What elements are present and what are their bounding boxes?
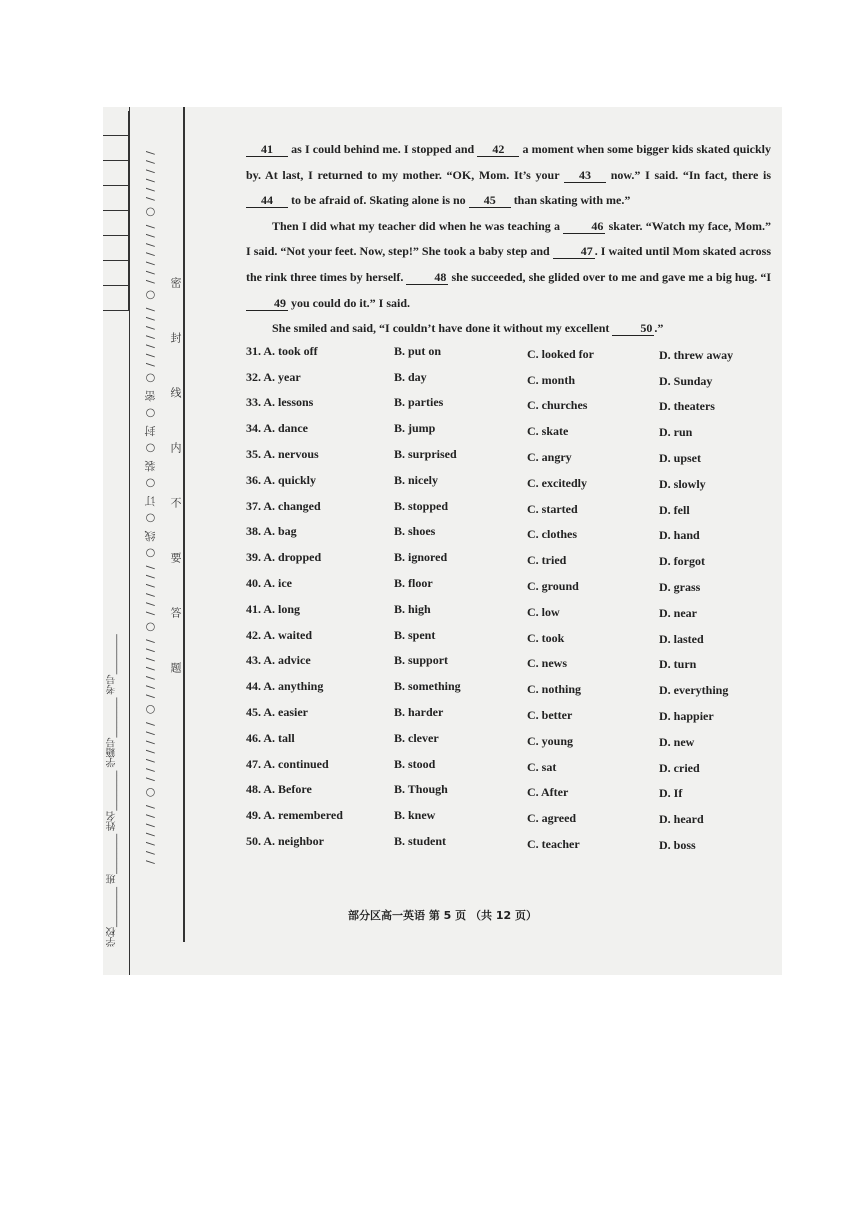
option-a: 50. A. neighbor [246,833,325,848]
option-a: 41. A. long [246,601,301,616]
option-c: C. sat [527,759,557,774]
scanned-exam-page [103,107,782,975]
option-c: C. excitedly [527,475,587,490]
option-a: 40. A. ice [246,575,292,590]
option-c: C. skate [527,424,569,439]
option-b: B. ignored [394,550,448,565]
blank-42: 42 [477,142,519,157]
option-c: C. started [527,501,578,516]
option-b: B. clever [394,730,439,745]
option-c: C. tried [527,553,567,568]
option-c: C. angry [527,449,572,464]
option-row [246,550,771,576]
option-row [246,757,771,783]
option-a: 38. A. bag [246,524,297,539]
option-d: D. Sunday [659,373,713,388]
option-d: D. If [659,786,683,801]
option-row [246,808,771,834]
seal-cut-line: / / / / / / / ○ / / / / / / / ○ / / / / / / / ○ / / / / / / ○ 线 ○ 订 ○ 装 ○ 封 ○ 密 ○ / / / / / / / ○ / / / / / / / ○ / / / / / / [144,150,157,864]
binding-margin [103,107,197,975]
option-d: D. near [659,605,697,620]
option-b: B. jump [394,421,436,436]
answer-options [246,344,771,860]
option-d: D. grass [659,579,701,594]
margin-line [129,107,130,975]
option-d: D. boss [659,837,696,852]
passage-text: Then I did what my teacher did when he was teaching a [272,218,564,233]
option-row [246,576,771,602]
option-d: D. cried [659,760,700,775]
blank-50: 50 [612,321,654,336]
option-d: D. upset [659,450,702,465]
passage-text: She smiled and said, “I couldn’t have done it without my excellent [272,321,613,336]
seal-line [183,107,185,942]
option-d: D. new [659,734,695,749]
option-b: B. stood [394,756,436,771]
blank-44: 44 [246,193,288,208]
question-content [246,137,771,860]
option-d: D. threw away [659,347,734,362]
option-c: C. churches [527,398,588,413]
option-b: B. high [394,601,431,616]
option-row [246,421,771,447]
option-row [246,628,771,654]
passage-text: .” [654,321,664,336]
option-row [246,524,771,550]
option-d: D. theaters [659,399,715,414]
option-d: D. everything [659,683,729,698]
passage-text: now.” I said. “In fact, there is [606,167,772,182]
blank-45: 45 [469,193,511,208]
option-row [246,395,771,421]
option-a: 34. A. dance [246,421,309,436]
exam-number-boxes [103,111,129,311]
passage-text: skater. “Watch my face, Mom.” I said. “Not your feet. Now, step!” She took a baby step and [246,218,771,259]
option-row [246,344,771,370]
option-c: C. After [527,785,569,800]
page-footer: 部分区高一英语 第 5 页 （共 12 页） [348,909,537,922]
option-c: C. looked for [527,346,594,361]
option-row [246,602,771,628]
option-d: D. happier [659,708,714,723]
option-b: B. harder [394,704,444,719]
option-a: 36. A. quickly [246,472,317,487]
option-a: 47. A. continued [246,756,329,771]
option-b: B. put on [394,343,442,358]
option-c: C. news [527,656,568,671]
option-row [246,705,771,731]
blank-43: 43 [564,168,606,183]
option-c: C. clothes [527,527,577,542]
option-a: 35. A. nervous [246,446,319,461]
option-row [246,653,771,679]
option-a: 45. A. easier [246,704,308,719]
option-b: B. nicely [394,472,438,487]
option-c: C. teacher [527,836,580,851]
option-d: D. lasted [659,631,704,646]
option-row [246,499,771,525]
option-b: B. parties [394,395,444,410]
blank-49: 49 [246,296,288,311]
option-a: 44. A. anything [246,679,324,694]
option-row [246,370,771,396]
option-b: B. support [394,653,449,668]
passage-paragraph-3 [246,316,771,342]
option-row [246,731,771,757]
option-c: C. agreed [527,811,577,826]
option-a: 46. A. tall [246,730,295,745]
option-row [246,473,771,499]
option-d: D. fell [659,502,690,517]
option-b: B. floor [394,575,433,590]
blank-47: 47 [553,244,595,259]
passage-text: as I could behind me. I stopped and [288,142,478,156]
option-c: C. low [527,604,560,619]
option-b: B. surprised [394,446,457,461]
option-row [246,679,771,705]
option-b: B. something [394,679,461,694]
option-c: C. took [527,630,565,645]
passage-text: she succeeded, she glided over to me and gave me a big hug. “I [448,269,771,284]
passage-text: to be afraid of. Skating alone is no [288,193,469,208]
option-d: D. forgot [659,554,705,569]
option-d: D. run [659,425,693,440]
option-d: D. heard [659,812,704,827]
option-c: C. better [527,707,573,722]
option-b: B. student [394,833,447,848]
option-c: C. nothing [527,682,582,697]
option-c: C. ground [527,578,579,593]
option-b: B. spent [394,627,436,642]
option-a: 43. A. advice [246,653,311,668]
option-d: D. turn [659,657,697,672]
option-d: D. slowly [659,476,706,491]
option-c: C. young [527,733,574,748]
option-a: 39. A. dropped [246,550,322,565]
option-d: D. hand [659,528,700,543]
passage-text: you could do it.” I said. [288,295,411,310]
blank-48: 48 [406,270,448,285]
passage-paragraph-2 [246,214,771,316]
option-b: B. knew [394,808,436,823]
passage-paragraph-1 [246,137,771,214]
option-a: 37. A. changed [246,498,321,513]
blank-46: 46 [563,219,605,234]
option-a: 32. A. year [246,369,301,384]
option-a: 49. A. remembered [246,808,343,823]
option-a: 48. A. Before [246,782,312,797]
option-b: B. Though [394,782,448,797]
seal-notice: 密封线内不要答题 [169,277,182,717]
option-c: C. month [527,372,576,387]
option-b: B. stopped [394,498,449,513]
option-a: 33. A. lessons [246,395,314,410]
option-a: 31. A. took off [246,343,318,358]
option-row [246,447,771,473]
option-b: B. day [394,369,427,384]
blank-41: 41 [246,142,288,157]
option-row [246,834,771,860]
passage-text: than skating with me.” [510,193,631,208]
option-a: 42. A. waited [246,627,312,642]
option-b: B. shoes [394,524,436,539]
passage-text: . I waited until Mom skated across the rink three times by herself. [246,244,771,284]
option-row [246,782,771,808]
student-info-fields: 学校________ 班________ 姓名________ 学籍号________ 考号________ [107,634,118,947]
passage-text: a moment when some bigger kids skated quickly by. At last, I returned to my mother. “OK, Mom. It’s your [246,142,771,182]
